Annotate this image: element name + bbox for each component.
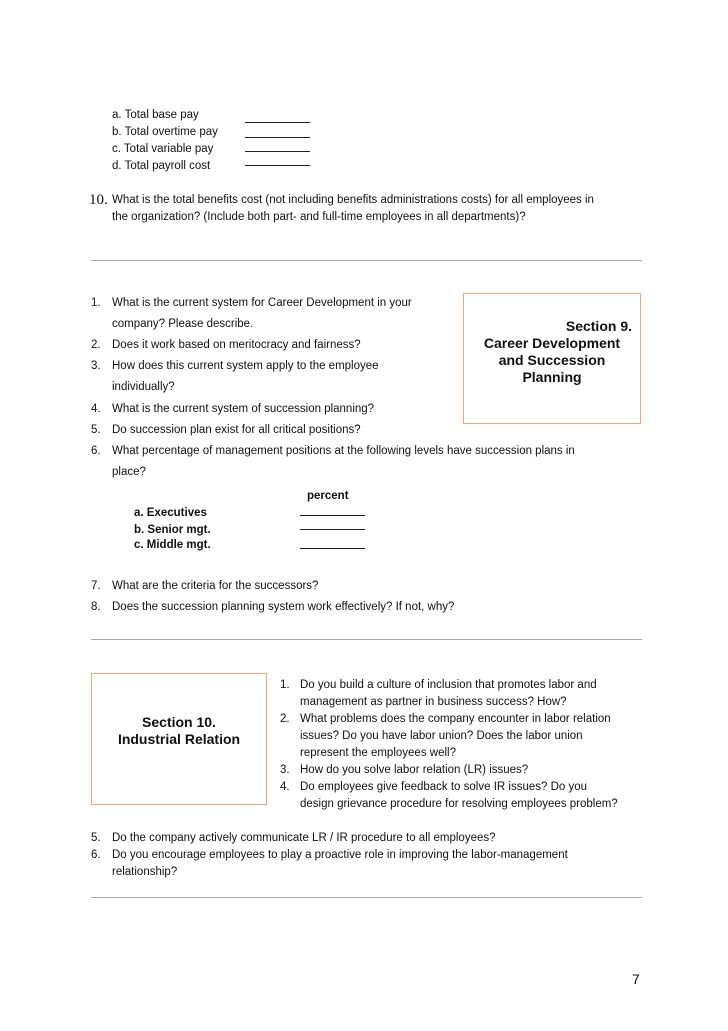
question-text: What is the current system of succession planning? <box>112 403 375 415</box>
section-9-title: and Succession <box>498 352 606 368</box>
question-text: Do employees give feedback to solve IR issues? Do you <box>300 781 588 793</box>
payroll-item-base-pay: a. Total base pay <box>112 109 199 121</box>
answer-blank <box>300 515 365 516</box>
question-number: 6. <box>91 445 101 457</box>
question-text: How do you solve labor relation (LR) issues? <box>300 764 529 776</box>
question-text: Does it work based on meritocracy and fairness? <box>112 339 361 351</box>
level-middle-mgt: c. Middle mgt. <box>134 539 211 551</box>
question-text: Do succession plan exist for all critical positions? <box>112 424 361 436</box>
question-number: 6. <box>91 849 101 861</box>
question-text: design grievance procedure for resolving employees problem? <box>300 798 618 810</box>
section-10-title-box <box>91 673 267 805</box>
question-number: 7. <box>91 580 101 592</box>
question-number: 1. <box>280 679 290 691</box>
question-text: represent the employees well? <box>300 747 456 759</box>
question-text: Does the succession planning system work effectively? If not, why? <box>112 601 455 613</box>
question-text: individually? <box>112 381 175 393</box>
question-number: 8. <box>91 601 101 613</box>
question-text: What is the current system for Career Development in your <box>112 297 412 309</box>
section-9-title: Planning <box>522 369 582 385</box>
section-10-label: Section 10. <box>142 714 216 730</box>
question-text: Do you encourage employees to play a proactive role in improving the labor-management <box>112 849 568 861</box>
question-number: 4. <box>91 403 101 415</box>
level-executives: a. Executives <box>134 507 207 519</box>
question-text: Do the company actively communicate LR / IR procedure to all employees? <box>112 832 496 844</box>
question-text: management as partner in business success? How? <box>300 696 567 708</box>
question-text: What is the total benefits cost (not including benefits administrations costs) for all employees in <box>112 194 594 206</box>
answer-blank <box>245 151 310 152</box>
section-divider <box>91 260 642 261</box>
question-text: the organization? (Include both part- and full-time employees in all departments)? <box>112 211 526 223</box>
question-text: issues? Do you have labor union? Does the labor union <box>300 730 583 742</box>
page-number: 7 <box>632 971 640 987</box>
question-number: 2. <box>91 339 101 351</box>
percent-header: percent <box>307 490 349 502</box>
question-text: What are the criteria for the successors? <box>112 580 319 592</box>
question-number: 1. <box>91 297 101 309</box>
question-text: What problems does the company encounter in labor relation <box>300 713 611 725</box>
section-9-title-box <box>463 293 641 424</box>
question-text: Do you build a culture of inclusion that promotes labor and <box>300 679 597 691</box>
question-text: What percentage of management positions at the following levels have succession plans in <box>112 445 575 457</box>
payroll-item-variable-pay: c. Total variable pay <box>112 143 214 155</box>
question-text: company? Please describe. <box>112 318 254 330</box>
answer-blank <box>300 529 365 530</box>
section-divider <box>91 639 642 640</box>
payroll-item-overtime-pay: b. Total overtime pay <box>112 126 218 138</box>
question-text: relationship? <box>112 866 178 878</box>
question-number: 4. <box>280 781 290 793</box>
question-number: 2. <box>280 713 290 725</box>
question-number: 5. <box>91 832 101 844</box>
question-number: 3. <box>280 764 290 776</box>
answer-blank <box>245 165 310 166</box>
question-number: 3. <box>91 360 101 372</box>
section-9-label: Section 9. <box>565 318 632 334</box>
question-text: How does this current system apply to the employee <box>112 360 379 372</box>
section-9-title: Career Development <box>483 335 621 351</box>
answer-blank <box>245 137 310 138</box>
answer-blank <box>300 548 365 549</box>
answer-blank <box>245 122 310 123</box>
section-divider <box>91 897 642 898</box>
question-number: 5. <box>91 424 101 436</box>
section-10-title: Industrial Relation <box>117 731 241 747</box>
question-text: place? <box>112 466 146 478</box>
payroll-item-payroll-cost: d. Total payroll cost <box>112 160 211 172</box>
question-number: 10. <box>89 192 108 208</box>
level-senior-mgt: b. Senior mgt. <box>134 524 211 536</box>
